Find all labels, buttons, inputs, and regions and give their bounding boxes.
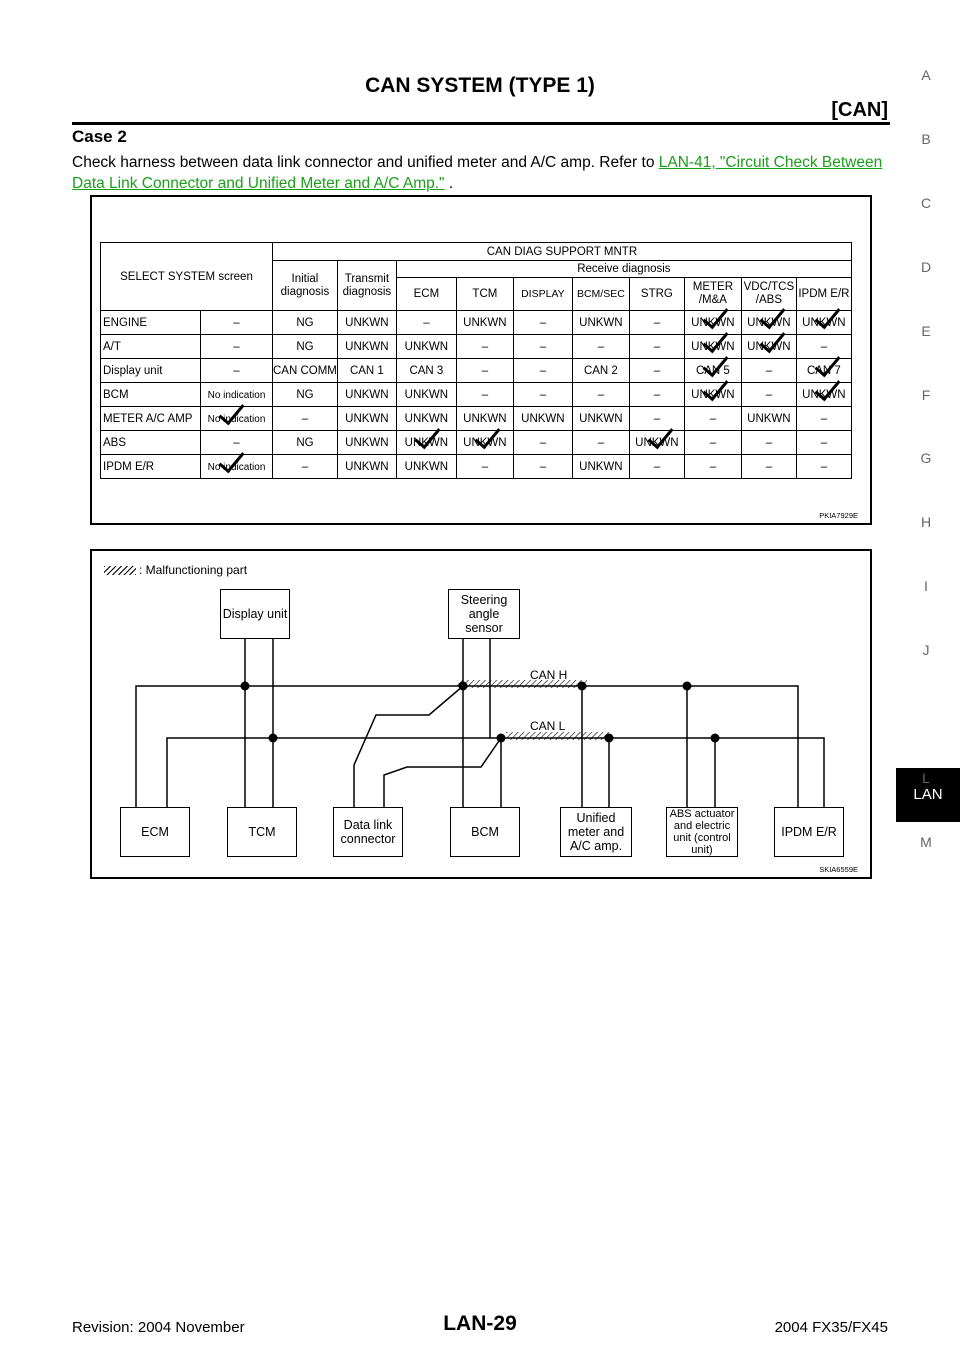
- diag-cell-value: –: [233, 436, 240, 449]
- diag-cell: [741, 431, 796, 455]
- diag-cell: [396, 431, 456, 455]
- junction-bcm-l: [497, 734, 506, 743]
- diag-cell-value: –: [653, 364, 661, 377]
- diag-cell: [396, 455, 456, 479]
- diag-cell-value: No indication: [207, 413, 266, 425]
- side-tab-f[interactable]: F: [921, 386, 931, 403]
- diag-cell: [337, 311, 396, 335]
- diag-cell-value: UNKWN: [345, 460, 389, 473]
- diag-cell-value: –: [653, 460, 661, 473]
- diag-cell: [796, 359, 851, 383]
- diag-cell-value: –: [597, 388, 605, 401]
- select-system-header: SELECT SYSTEM screen: [101, 243, 273, 311]
- initial-diagnosis-header: Initial diagnosis: [273, 261, 338, 311]
- diag-cell-value: –: [765, 460, 773, 473]
- diag-cell-value: –: [301, 460, 309, 473]
- diag-cell: [513, 335, 572, 359]
- steering-angle-sensor-box: Steering angle sensor: [448, 589, 520, 639]
- side-tab-g[interactable]: G: [920, 450, 932, 467]
- diag-cell: [796, 383, 851, 407]
- diag-cell: [396, 335, 456, 359]
- diag-cell-value: –: [481, 460, 489, 473]
- diag-cell-value: UNKWN: [463, 436, 507, 449]
- diag-cell-value: –: [765, 364, 773, 377]
- side-tab-i[interactable]: I: [924, 578, 928, 595]
- diag-cell: [629, 359, 684, 383]
- diag-cell: [273, 335, 338, 359]
- can-h-fault-hatch: [457, 680, 587, 688]
- can-circuit-diagram: [90, 549, 872, 879]
- footer-page-number: LAN-29: [443, 1312, 517, 1335]
- abs-actuator-box: ABS actuator and electric unit (control unit): [666, 807, 738, 857]
- diag-cell-value: –: [653, 316, 661, 329]
- diag-cell-value: –: [653, 412, 661, 425]
- diag-cell-value: –: [597, 340, 605, 353]
- diag-cell: [201, 311, 273, 335]
- instruction-end: .: [444, 175, 454, 192]
- diag-cell-value: UNKWN: [345, 340, 389, 353]
- diag-cell: [456, 455, 513, 479]
- diag-cell: [796, 431, 851, 455]
- diag-cell-value: CAN 5: [695, 364, 730, 377]
- diag-cell-value: –: [481, 340, 489, 353]
- diag-cell: [513, 407, 572, 431]
- diag-cell: [741, 383, 796, 407]
- table-row: [101, 311, 852, 335]
- junction-abs-l: [711, 734, 720, 743]
- diag-cell-value: CAN 2: [583, 364, 618, 377]
- section-tag: [CAN]: [831, 99, 888, 121]
- diag-cell-value: UNKWN: [463, 316, 507, 329]
- diag-cell: [629, 311, 684, 335]
- diag-cell: [629, 455, 684, 479]
- diag-cell: [572, 311, 629, 335]
- can-diag-table-figure: [90, 195, 872, 525]
- diag-cell: [796, 407, 851, 431]
- can-h-label: CAN H: [530, 668, 568, 682]
- transmit-diagnosis-header: Transmit diagnosis: [337, 261, 396, 311]
- diag-cell: [684, 455, 741, 479]
- diag-cell: [572, 383, 629, 407]
- diag-cell-value: No indication: [207, 389, 266, 401]
- diag-cell: [741, 455, 796, 479]
- table-row: [101, 455, 852, 479]
- display-unit-box: Display unit: [220, 589, 290, 639]
- diag-cell: [337, 431, 396, 455]
- diag-cell-value: –: [539, 388, 547, 401]
- junction-steering-h: [459, 682, 468, 691]
- bcm-box: BCM: [450, 807, 520, 857]
- diag-cell: [337, 383, 396, 407]
- diag-cell-value: –: [709, 460, 717, 473]
- side-tab-l[interactable]: L: [922, 769, 930, 786]
- system-name: A/T: [101, 335, 201, 359]
- diag-cell-value: –: [233, 340, 240, 353]
- diag-cell-value: –: [820, 436, 828, 449]
- diag-cell: [337, 455, 396, 479]
- diag-cell: [572, 335, 629, 359]
- junction-meter-l: [605, 734, 614, 743]
- diag-cell-value: No indication: [207, 461, 266, 473]
- diag-cell-value: UNKWN: [691, 340, 735, 353]
- diag-cell-value: UNKWN: [345, 436, 389, 449]
- diag-cell: [201, 359, 273, 383]
- side-tab-h[interactable]: H: [920, 514, 932, 531]
- diag-cell-value: –: [653, 388, 661, 401]
- diag-cell: [741, 311, 796, 335]
- side-tab-lan-active[interactable]: LAN: [896, 768, 960, 822]
- case-heading: Case 2: [72, 127, 127, 146]
- can-l-fault-hatch: [506, 732, 610, 740]
- instruction-text: [72, 152, 890, 194]
- diag-cell-value: –: [653, 340, 661, 353]
- diag-cell: [273, 359, 338, 383]
- receive-col-1: TCM: [456, 278, 513, 311]
- side-tab-b[interactable]: B: [921, 130, 931, 147]
- diag-cell-value: UNKWN: [579, 316, 623, 329]
- diag-cell: [456, 359, 513, 383]
- junction-display-l: [269, 734, 278, 743]
- side-tab-m[interactable]: M: [920, 833, 932, 850]
- diag-cell: [572, 407, 629, 431]
- diag-cell-value: –: [820, 412, 828, 425]
- diag-cell-value: –: [820, 340, 828, 353]
- diag-cell-value: –: [481, 364, 489, 377]
- receive-col-6: VDC/TCS /ABS: [741, 278, 796, 311]
- side-tab-e[interactable]: E: [921, 322, 931, 339]
- diag-cell: [396, 383, 456, 407]
- header-rule: [72, 122, 890, 125]
- diag-cell: [456, 335, 513, 359]
- diag-cell-value: UNKWN: [802, 316, 846, 329]
- diag-cell: [201, 335, 273, 359]
- footer-revision: Revision: 2004 November: [72, 1319, 245, 1336]
- receive-col-3: BCM/SEC: [572, 278, 629, 311]
- can-h-line: [136, 686, 798, 807]
- instruction-body: Check harness between data link connector and unified meter and A/C amp. Refer to: [72, 154, 659, 171]
- table-row: [101, 383, 852, 407]
- ipdm-er-box: IPDM E/R: [774, 807, 844, 857]
- diag-cell-value: UNKWN: [579, 412, 623, 425]
- receive-col-4: STRG: [629, 278, 684, 311]
- diag-cell: [513, 431, 572, 455]
- receive-col-5: METER /M&A: [684, 278, 741, 311]
- circuit-check-link[interactable]: LAN-41, "Circuit Check Between Data Link Connector and Unified Meter and A/C Amp.": [72, 154, 883, 192]
- diag-cell-value: –: [301, 412, 309, 425]
- table-row: [101, 335, 852, 359]
- diag-cell: [629, 431, 684, 455]
- system-name: ENGINE: [101, 311, 201, 335]
- diag-cell-value: –: [539, 316, 547, 329]
- diag-cell-value: –: [765, 436, 773, 449]
- diag-cell-value: UNKWN: [345, 388, 389, 401]
- legend-label: : Malfunctioning part: [139, 563, 248, 577]
- diag-cell: [337, 407, 396, 431]
- diag-cell-value: –: [709, 412, 717, 425]
- diag-cell-value: CAN COMM: [273, 364, 337, 377]
- system-name: METER A/C AMP: [101, 407, 201, 431]
- system-name: IPDM E/R: [101, 455, 201, 479]
- diag-cell-value: –: [820, 460, 828, 473]
- diag-cell: [741, 359, 796, 383]
- diag-cell: [456, 311, 513, 335]
- diag-cell-value: UNKWN: [404, 388, 449, 401]
- diag-cell-value: –: [539, 340, 547, 353]
- diag-cell-value: –: [597, 436, 605, 449]
- diag-cell: [273, 407, 338, 431]
- diag-cell: [572, 431, 629, 455]
- diag-cell-value: NG: [296, 388, 314, 401]
- diag-cell-value: NG: [296, 340, 314, 353]
- diag-cell-value: UNKWN: [579, 460, 623, 473]
- system-name: ABS: [101, 431, 201, 455]
- system-name: Display unit: [101, 359, 201, 383]
- diag-cell: [396, 359, 456, 383]
- diag-cell: [741, 335, 796, 359]
- diag-cell: [796, 311, 851, 335]
- diag-cell-value: –: [539, 460, 547, 473]
- diag-cell-value: UNKWN: [404, 340, 449, 353]
- diag-cell-value: –: [539, 436, 547, 449]
- diag-cell-value: –: [709, 436, 717, 449]
- diag-cell: [273, 311, 338, 335]
- diag-cell-value: UNKWN: [747, 412, 791, 425]
- diag-cell: [273, 455, 338, 479]
- receive-col-7: IPDM E/R: [796, 278, 851, 311]
- diag-cell: [396, 311, 456, 335]
- diag-cell-value: UNKWN: [521, 412, 565, 425]
- table-row: [101, 431, 852, 455]
- diag-cell: [456, 383, 513, 407]
- unified-meter-box: Unified meter and A/C amp.: [560, 807, 632, 857]
- can-diag-group-title: CAN DIAG SUPPORT MNTR: [273, 243, 852, 261]
- junction-abs-h: [683, 682, 692, 691]
- diag-cell: [572, 455, 629, 479]
- figure-code: PKIA7929E: [819, 511, 858, 520]
- diag-cell-value: UNKWN: [747, 340, 791, 353]
- diag-cell: [201, 407, 273, 431]
- diag-cell: [273, 431, 338, 455]
- diag-cell-value: CAN 7: [806, 364, 841, 377]
- diag-cell-value: UNKWN: [747, 316, 791, 329]
- diag-cell-value: –: [233, 316, 240, 329]
- diag-cell-value: UNKWN: [463, 412, 507, 425]
- diag-cell: [796, 335, 851, 359]
- receive-col-2: DISPLAY: [513, 278, 572, 311]
- diag-cell: [456, 431, 513, 455]
- diag-cell-value: UNKWN: [802, 388, 846, 401]
- data-link-connector-box: Data link connector: [333, 807, 403, 857]
- diag-cell: [201, 455, 273, 479]
- figure-code: SKIA6559E: [819, 865, 858, 874]
- diag-cell-value: NG: [296, 316, 314, 329]
- diag-cell: [796, 455, 851, 479]
- diag-cell-value: UNKWN: [404, 436, 449, 449]
- diag-cell: [684, 407, 741, 431]
- diag-cell-value: –: [765, 388, 773, 401]
- diag-cell: [513, 455, 572, 479]
- diag-cell-value: UNKWN: [345, 316, 389, 329]
- diag-cell: [629, 383, 684, 407]
- system-name: BCM: [101, 383, 201, 407]
- side-tab-j[interactable]: J: [922, 642, 930, 659]
- junction-meter-h: [578, 682, 587, 691]
- page-title: CAN SYSTEM (TYPE 1): [365, 74, 595, 97]
- table-row: [101, 359, 852, 383]
- footer-model: 2004 FX35/FX45: [774, 1319, 888, 1336]
- can-diag-table: [100, 242, 852, 479]
- ecm-box: ECM: [120, 807, 190, 857]
- diag-cell: [741, 407, 796, 431]
- tcm-box: TCM: [227, 807, 297, 857]
- side-tab-d[interactable]: D: [920, 258, 932, 275]
- can-l-line: [167, 738, 824, 807]
- diag-cell: [629, 407, 684, 431]
- diag-cell: [337, 359, 396, 383]
- diag-cell-value: –: [539, 364, 547, 377]
- receive-col-0: ECM: [396, 278, 456, 311]
- diag-cell-value: –: [233, 364, 240, 377]
- receive-diagnosis-header: Receive diagnosis: [396, 261, 851, 278]
- diag-cell-value: –: [481, 388, 489, 401]
- diag-cell: [572, 359, 629, 383]
- diag-cell: [513, 383, 572, 407]
- diag-cell-value: UNKWN: [404, 412, 449, 425]
- diag-cell: [337, 335, 396, 359]
- can-l-label: CAN L: [530, 719, 566, 733]
- side-tab-c[interactable]: C: [920, 194, 932, 211]
- diag-cell: [513, 359, 572, 383]
- diag-cell-value: UNKWN: [691, 316, 735, 329]
- diag-cell-value: UNKWN: [691, 388, 735, 401]
- diag-cell: [684, 431, 741, 455]
- side-tab-a[interactable]: A: [921, 67, 931, 83]
- diag-cell: [629, 335, 684, 359]
- diag-cell-value: UNKWN: [345, 412, 389, 425]
- diag-cell-value: UNKWN: [635, 436, 679, 449]
- diag-cell-value: NG: [296, 436, 314, 449]
- diag-cell: [273, 383, 338, 407]
- table-row: [101, 407, 852, 431]
- diag-cell-value: CAN 1: [349, 364, 384, 377]
- diag-cell: [684, 383, 741, 407]
- diag-cell-value: UNKWN: [404, 460, 449, 473]
- diag-cell-value: –: [423, 316, 430, 329]
- diag-cell: [513, 311, 572, 335]
- diag-cell-value: CAN 3: [409, 364, 444, 377]
- junction-display-h: [241, 682, 250, 691]
